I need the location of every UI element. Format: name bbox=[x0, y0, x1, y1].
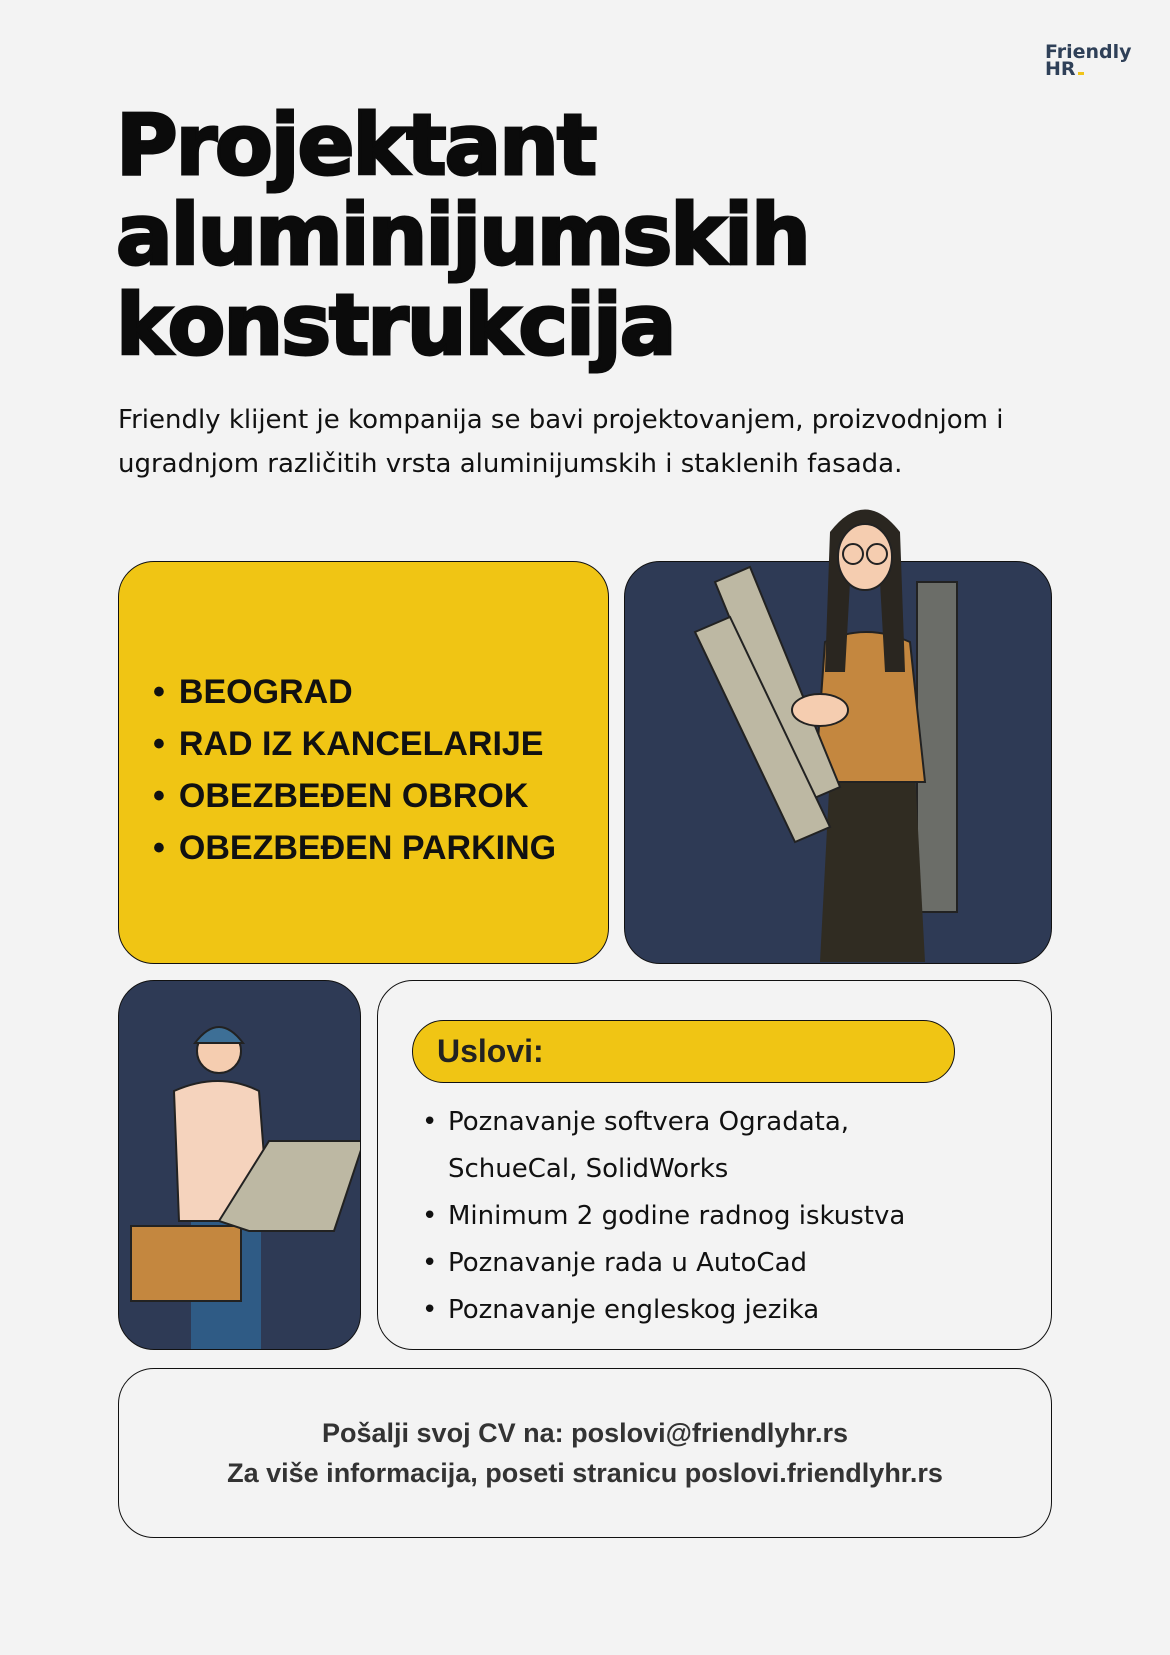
highlight-item: • BEOGRAD bbox=[153, 666, 556, 718]
page-title bbox=[116, 96, 809, 374]
requirement-item: • Poznavanje rada u AutoCad bbox=[448, 1240, 905, 1287]
contact-card bbox=[118, 1368, 1052, 1538]
requirement-text: Poznavanje softvera Ogradata, bbox=[448, 1107, 850, 1137]
logo-dot bbox=[1078, 72, 1084, 75]
highlight-item: • OBEZBEĐEN PARKING bbox=[153, 822, 556, 874]
requirement-item: • Poznavanje engleskog jezika bbox=[448, 1287, 905, 1334]
highlight-item: • RAD IZ KANCELARIJE bbox=[153, 718, 556, 770]
requirement-item: • Minimum 2 godine radnog iskustva bbox=[448, 1193, 905, 1240]
requirement-item bbox=[448, 1099, 905, 1193]
illustration-card-architect bbox=[624, 561, 1052, 964]
requirements-heading: Uslovi: bbox=[412, 1020, 955, 1083]
company-description: Friendly klijent je kompanija se bavi projektovanjem, proizvodnjom i ugradnjom različitih vrsta aluminijumskih i staklenih fasada. bbox=[118, 405, 1004, 479]
logo-line2: HR bbox=[1045, 58, 1076, 80]
friendly-hr-logo bbox=[1045, 41, 1132, 80]
highlights-card bbox=[118, 561, 609, 964]
engineer-with-map-illustration bbox=[119, 981, 361, 1350]
contact-website-line: Za više informacija, poseti stranicu poslovi.friendlyhr.rs bbox=[227, 1458, 943, 1488]
title-line: konstrukcija bbox=[116, 276, 675, 374]
requirement-text: SchueCal, SolidWorks bbox=[448, 1154, 729, 1184]
contact-email-line: Pošalji svoj CV na: poslovi@friendlyhr.rs bbox=[322, 1418, 848, 1448]
requirements-card bbox=[377, 980, 1052, 1350]
illustration-card-engineer bbox=[118, 980, 361, 1350]
logo-line1: Friendly bbox=[1045, 41, 1132, 63]
highlight-item: • OBEZBEĐEN OBROK bbox=[153, 770, 556, 822]
title-line: Projektant bbox=[116, 96, 596, 194]
title-line: aluminijumskih bbox=[116, 186, 809, 284]
woman-with-blueprints-illustration bbox=[625, 562, 1053, 965]
